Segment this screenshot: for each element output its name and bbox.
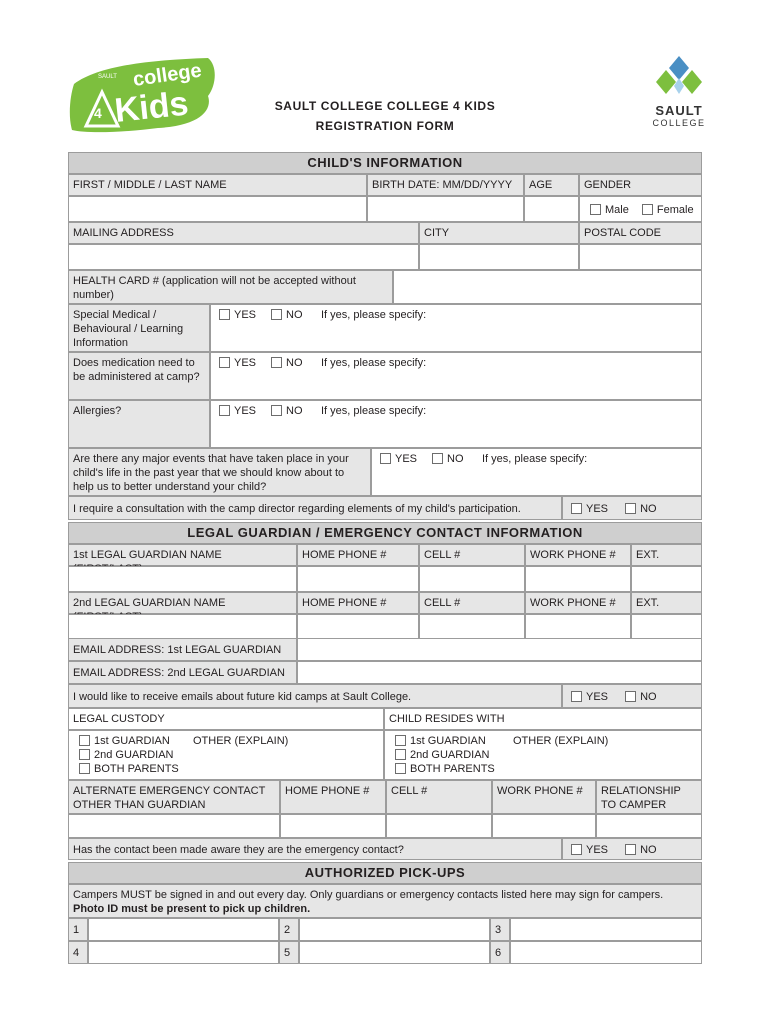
- consultation-yes-label: YES: [586, 503, 609, 515]
- guardian2-ext-field[interactable]: [631, 614, 702, 640]
- guardian1-ext-label: EXT.: [631, 544, 702, 566]
- svg-text:college: college: [131, 59, 203, 91]
- major-events-yes-label: YES: [395, 453, 418, 465]
- contact-aware-no-label: NO: [640, 844, 657, 856]
- major-events-specify-label: If yes, please specify:: [482, 453, 588, 465]
- medication-specify-label: If yes, please specify:: [321, 357, 427, 369]
- pickup-2-field[interactable]: [299, 918, 490, 941]
- alt-work-phone-label: WORK PHONE #: [492, 780, 596, 814]
- guardian1-work-phone-field[interactable]: [525, 566, 631, 592]
- custody-guardian1-label: 1st GUARDIAN: [94, 735, 170, 747]
- guardian2-home-phone-label: HOME PHONE #: [297, 592, 419, 614]
- custody-other-label: OTHER (EXPLAIN): [193, 735, 289, 747]
- svg-text:4: 4: [94, 105, 102, 121]
- major-events-label: Are there any major events that have taken place in your child's life in the past year that we should know about to help us to better understand your child?: [68, 448, 371, 496]
- special-medical-yes-checkbox[interactable]: [219, 309, 230, 320]
- alt-contact-label: ALTERNATE EMERGENCY CONTACT OTHER THAN GUARDIAN: [68, 780, 280, 814]
- alt-contact-field[interactable]: [68, 814, 280, 838]
- college-4-kids-logo: [68, 56, 220, 136]
- sault-college-logo: [652, 54, 706, 130]
- future-emails-options: [562, 684, 702, 708]
- custody-both-label: BOTH PARENTS: [94, 763, 179, 775]
- sault-college-emblem-icon: [654, 54, 704, 98]
- guardian2-work-phone-field[interactable]: [525, 614, 631, 640]
- gender-label: GENDER: [579, 174, 702, 196]
- pickup-1-number: 1: [68, 918, 88, 941]
- male-checkbox[interactable]: [590, 204, 601, 215]
- alt-home-phone-label: HOME PHONE #: [280, 780, 386, 814]
- contact-aware-options: [562, 838, 702, 860]
- pickup-2-number: 2: [279, 918, 299, 941]
- resides-both-label: BOTH PARENTS: [410, 763, 495, 775]
- guardian2-ext-label: EXT.: [631, 592, 702, 614]
- legal-custody-options: [68, 730, 384, 780]
- guardian2-cell-label: CELL #: [419, 592, 525, 614]
- alt-relationship-field[interactable]: [596, 814, 702, 838]
- health-card-field[interactable]: [393, 270, 702, 304]
- age-label: AGE: [524, 174, 579, 196]
- guardian2-home-phone-field[interactable]: [297, 614, 419, 640]
- alt-home-phone-field[interactable]: [280, 814, 386, 838]
- contact-aware-label: Has the contact been made aware they are the emergency contact?: [68, 838, 562, 860]
- allergies-options: [210, 400, 702, 448]
- resides-guardian1-label: 1st GUARDIAN: [410, 735, 486, 747]
- pickup-note-text: Campers MUST be signed in and out every day. Only guardians or emergency contacts listed here may sign for campers.: [73, 889, 664, 901]
- guardian2-work-phone-label: WORK PHONE #: [525, 592, 631, 614]
- consultation-label: I require a consultation with the camp director regarding elements of my child's participation.: [68, 496, 562, 520]
- custody-guardian1-checkbox[interactable]: [79, 735, 90, 746]
- form-title-line2: REGISTRATION FORM: [315, 119, 455, 133]
- guardian1-home-phone-label: HOME PHONE #: [297, 544, 419, 566]
- email1-label: EMAIL ADDRESS: 1st LEGAL GUARDIAN: [68, 638, 297, 661]
- svg-text:Kids: Kids: [112, 84, 191, 130]
- alt-cell-field[interactable]: [386, 814, 492, 838]
- contact-aware-no-checkbox[interactable]: [625, 844, 636, 855]
- section-header-child: CHILD'S INFORMATION: [68, 152, 702, 174]
- custody-guardian2-checkbox[interactable]: [79, 749, 90, 760]
- contact-aware-yes-label: YES: [586, 844, 609, 856]
- pickup-4-number: 4: [68, 941, 88, 964]
- guardian1-cell-field[interactable]: [419, 566, 525, 592]
- pickup-5-field[interactable]: [299, 941, 490, 964]
- female-label: Female: [656, 204, 694, 216]
- legal-custody-label: LEGAL CUSTODY: [68, 708, 384, 730]
- svg-text:SAULT: SAULT: [98, 74, 117, 80]
- major-events-yes-checkbox[interactable]: [380, 453, 391, 464]
- special-medical-no-label: NO: [286, 309, 303, 321]
- allergies-yes-checkbox[interactable]: [219, 405, 230, 416]
- pickup-3-number: 3: [490, 918, 510, 941]
- pickup-6-number: 6: [490, 941, 510, 964]
- college-4-kids-logo-graphic: [68, 56, 220, 136]
- consultation-no-checkbox[interactable]: [625, 503, 636, 514]
- special-medical-yes-label: YES: [234, 309, 257, 321]
- postal-code-field[interactable]: [579, 244, 702, 270]
- resides-guardian2-checkbox[interactable]: [395, 749, 406, 760]
- mailing-address-field[interactable]: [68, 244, 419, 270]
- alt-cell-label: CELL #: [386, 780, 492, 814]
- postal-code-label: POSTAL CODE: [579, 222, 702, 244]
- pickup-1-field[interactable]: [88, 918, 279, 941]
- allergies-specify-label: If yes, please specify:: [321, 405, 427, 417]
- pickup-6-field[interactable]: [510, 941, 702, 964]
- future-emails-yes-checkbox[interactable]: [571, 691, 582, 702]
- age-field[interactable]: [524, 196, 579, 222]
- guardian2-cell-field[interactable]: [419, 614, 525, 640]
- medication-yes-label: YES: [234, 357, 257, 369]
- medication-no-checkbox[interactable]: [271, 357, 282, 368]
- special-medical-specify-label: If yes, please specify:: [321, 309, 427, 321]
- allergies-no-checkbox[interactable]: [271, 405, 282, 416]
- contact-aware-yes-checkbox[interactable]: [571, 844, 582, 855]
- birth-date-label: BIRTH DATE: MM/DD/YYYY: [367, 174, 524, 196]
- health-card-label: HEALTH CARD # (application will not be accepted without number): [68, 270, 393, 304]
- medication-no-label: NO: [286, 357, 303, 369]
- major-events-no-label: NO: [447, 453, 464, 465]
- pickup-4-field[interactable]: [88, 941, 279, 964]
- female-checkbox[interactable]: [642, 204, 653, 215]
- guardian1-ext-field[interactable]: [631, 566, 702, 592]
- city-field[interactable]: [419, 244, 579, 270]
- resides-other-label: OTHER (EXPLAIN): [513, 735, 609, 747]
- alt-work-phone-field[interactable]: [492, 814, 596, 838]
- gender-options: [579, 196, 702, 222]
- form-title-line1: SAULT COLLEGE COLLEGE 4 KIDS: [274, 99, 496, 113]
- name-field[interactable]: [68, 196, 367, 222]
- email1-field[interactable]: [297, 638, 702, 661]
- pickup-note: [68, 884, 702, 918]
- pickup-note-bold: Photo ID must be present to pick up children.: [73, 903, 311, 915]
- special-medical-options: [210, 304, 702, 352]
- email2-label: EMAIL ADDRESS: 2nd LEGAL GUARDIAN: [68, 661, 297, 684]
- birth-date-field[interactable]: [367, 196, 524, 222]
- consultation-options: [562, 496, 702, 520]
- guardian1-cell-label: CELL #: [419, 544, 525, 566]
- guardian2-name-label: 2nd LEGAL GUARDIAN NAME: [68, 592, 297, 614]
- resides-guardian1-checkbox[interactable]: [395, 735, 406, 746]
- resides-with-options: [384, 730, 702, 780]
- medication-label: Does medication need to be administered at camp?: [68, 352, 210, 400]
- custody-both-checkbox[interactable]: [79, 763, 90, 774]
- guardian1-work-phone-label: WORK PHONE #: [525, 544, 631, 566]
- consultation-yes-checkbox[interactable]: [571, 503, 582, 514]
- guardian1-name-field[interactable]: [68, 566, 297, 592]
- medication-options: [210, 352, 702, 400]
- form-title: [230, 96, 540, 136]
- allergies-yes-label: YES: [234, 405, 257, 417]
- future-emails-no-label: NO: [640, 691, 657, 703]
- name-label: FIRST / MIDDLE / LAST NAME: [68, 174, 367, 196]
- custody-guardian2-label: 2nd GUARDIAN: [94, 749, 174, 761]
- registration-form: [68, 152, 702, 964]
- major-events-no-checkbox[interactable]: [432, 453, 443, 464]
- major-events-options: [371, 448, 702, 496]
- section-header-guardian: LEGAL GUARDIAN / EMERGENCY CONTACT INFORMATION: [68, 522, 702, 544]
- resides-both-checkbox[interactable]: [395, 763, 406, 774]
- allergies-no-label: NO: [286, 405, 303, 417]
- consultation-no-label: NO: [640, 503, 657, 515]
- allergies-label: Allergies?: [68, 400, 210, 448]
- special-medical-no-checkbox[interactable]: [271, 309, 282, 320]
- future-emails-no-checkbox[interactable]: [625, 691, 636, 702]
- resides-guardian2-label: 2nd GUARDIAN: [410, 749, 490, 761]
- mailing-address-label: MAILING ADDRESS: [68, 222, 419, 244]
- sault-college-logo-line1: SAULT: [655, 103, 703, 118]
- section-header-pickups: AUTHORIZED PICK-UPS: [68, 862, 702, 884]
- resides-with-label: CHILD RESIDES WITH: [384, 708, 702, 730]
- future-emails-yes-label: YES: [586, 691, 609, 703]
- sault-college-logo-line2: COLLEGE: [652, 118, 706, 128]
- male-label: Male: [605, 204, 629, 216]
- future-emails-label: I would like to receive emails about future kid camps at Sault College.: [68, 684, 562, 708]
- guardian1-name-label: 1st LEGAL GUARDIAN NAME: [68, 544, 297, 566]
- pickup-3-field[interactable]: [510, 918, 702, 941]
- guardian2-name-field[interactable]: [68, 614, 297, 640]
- guardian1-home-phone-field[interactable]: [297, 566, 419, 592]
- alt-relationship-label: RELATIONSHIP TO CAMPER: [596, 780, 702, 814]
- special-medical-label: Special Medical / Behavioural / Learning Information: [68, 304, 210, 352]
- email2-field[interactable]: [297, 661, 702, 684]
- city-label: CITY: [419, 222, 579, 244]
- medication-yes-checkbox[interactable]: [219, 357, 230, 368]
- pickup-5-number: 5: [279, 941, 299, 964]
